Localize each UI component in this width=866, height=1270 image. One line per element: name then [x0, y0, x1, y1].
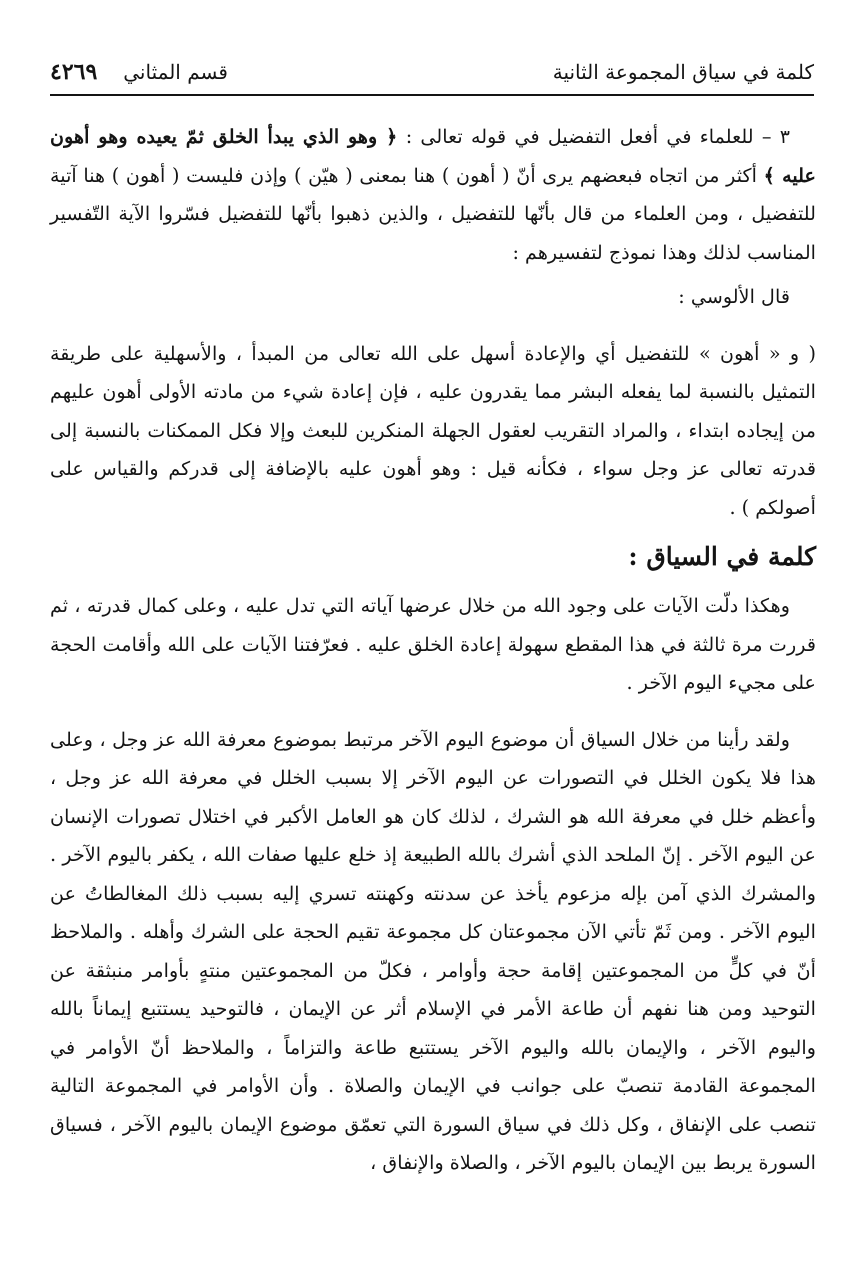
context-paragraph-1: وهكذا دلّت الآيات على وجود الله من خلال عرضها آياته التي تدل عليه ، وعلى كمال قدرته ، ثم قررت مرة ثالثة في هذا المقطع سهولة إعادة الخلق عليه . فعرّفتنا الآيات على الله وأقامت الحجة على مجيء اليوم الآخر .	[50, 594, 816, 694]
page-number: ٤٢٦٩	[50, 59, 98, 85]
section-heading: كلمة في السياق :	[628, 542, 816, 571]
page-content	[50, 118, 816, 1189]
attribution-line: قال الألوسي :	[678, 285, 790, 308]
note-intro: ٣ – للعلماء في أفعل التفضيل في قوله تعالى :	[405, 125, 790, 148]
alusi-quote: ( و « أهون » للتفضيل أي والإعادة أسهل على الله تعالى من المبدأ ، والأسهلية على طريقة التمثيل بالنسبة لما يفعله البشر مما يقدرون عليه ، فإن إعادة شيء من مادته الأولى أهون عليهم من إيجاده ابتداء ، والمراد التقريب لعقول الجهلة المنكرين للبعث وإلا فكل الممكنات بالنسبة إلى قدرته تعالى عز وجل سواء ، فكأنه قيل : وهو أهون عليه بالإضافة إلى قدركم والقياس على أصولكم ) .	[50, 341, 816, 519]
note-body: أكثر من اتجاه فبعضهم يرى أنّ ( أهون ) هنا بمعنى ( هيّن ) وإذن فليست ( أهون ) هنا آتية للتفضيل ، ومن العلماء من قال بأنّها للتفضيل ، والذين ذهبوا بأنّها للتفضيل فسّروا الآية التّفسير المناسب لذلك وهذا نموذج لتفسيرهم :	[50, 163, 816, 264]
section-title: كلمة في سياق المجموعة الثانية	[552, 60, 814, 84]
running-header	[50, 52, 814, 96]
context-paragraph-2: ولقد رأينا من خلال السياق أن موضوع اليوم الآخر مرتبط بموضوع معرفة الله عز وجل ، وعلى هذا فلا يكون الخلل في التصورات عن اليوم الآخر إلا بسبب الخلل في معرفة الله عز وجل ، وأعظم خلل في معرفة الله هو الشرك ، لذلك كان هو العامل الأكبر في اختلال تصورات الإنسان عن اليوم الآخر . إنّ الملحد الذي أشرك بالله الطبيعة إذ خلع عليها صفات الله ، يكفر باليوم الآخر . والمشرك الذي آمن بإله مزعوم يأخذ عن سدنته وكهنته تسري إليه بسبب ذلك المغالطاتُ عن اليوم الآخر . ومن ثَمّ تأتي الآن مجموعتان كل مجموعة تقيم الحجة على الشرك وأهله . والملاحظ أنّ في كلٍّ من المجموعتين إقامة حجة وأوامر ، فكلّ من المجموعتين منتهٍ بأوامر منبثقة عن التوحيد ومن هنا نفهم أن طاعة الأمر في الإسلام أثر عن الإيمان ، فالتوحيد يستتبع إيماناً بالله واليوم الآخر ، والإيمان بالله واليوم الآخر يستتبع طاعة والتزاماً ، والملاحظ أنّ الأوامر في المجموعة القادمة تنصبّ على جوانب في الإيمان والصلاة . وأن الأوامر في المجموعة التالية تنصب على الإنفاق ، وكل ذلك في سياق السورة التي تعمّق موضوع الإيمان باليوم الآخر ، فسياق السورة يربط بين الإيمان باليوم الآخر ، والصلاة والإنفاق ،	[50, 727, 816, 1174]
spacer	[50, 709, 816, 721]
spacer	[50, 323, 816, 335]
header-left-group	[50, 59, 228, 85]
footnote-paragraph	[50, 118, 816, 272]
part-title: قسم المثاني	[123, 60, 228, 84]
quran-verse: ﴿ وهو الذي يبدأ الخلق ثمّ يعيده وهو أهون عليه ﴾	[50, 125, 816, 187]
